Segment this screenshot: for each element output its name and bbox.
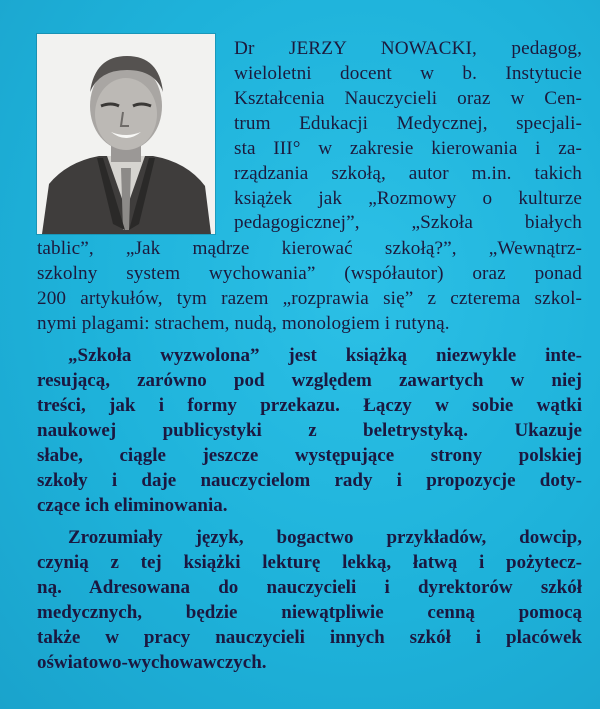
- para2-line-7: czące ich eliminowania.: [37, 495, 228, 516]
- para3-line-3: ną. Adresowana do nauczycieli i dyrektorów szkół: [37, 577, 582, 598]
- para3-line-5: także w pracy nauczycieli innych szkół i placówek: [37, 627, 582, 648]
- bio-line-6: rządzania szkołą, autor m.in. takich: [234, 163, 582, 184]
- bio-line-9: tablic”, „Jak mądrze kierować szkołą?”, „Wewnątrz-: [37, 238, 582, 259]
- author-portrait-icon: [37, 34, 215, 234]
- bio-line-4: trum Edukacji Medycznej, specjali-: [234, 113, 582, 134]
- para2-line-5: słabe, ciągle jeszcze występujące strony polskiej: [37, 445, 582, 466]
- bio-line-2: wieloletni docent w b. Instytucie: [234, 63, 582, 84]
- bio-line-8: pedagogicznej”, „Szkoła białych: [234, 212, 582, 233]
- para3-line-2: czynią z tej książki lekturę lekką, łatwą i pożytecz-: [37, 552, 582, 573]
- para3-line-4: medycznych, będzie niewątpliwie cenną pomocą: [37, 602, 582, 623]
- para2-line-3: treści, jak i formy przekazu. Łączy w sobie wątki: [37, 395, 582, 416]
- bio-line-11: 200 artykułów, tym razem „rozprawia się” z czterema szkol-: [37, 288, 582, 309]
- bio-line-3: Kształcenia Nauczycieli oraz w Cen-: [234, 88, 582, 109]
- bio-line-10: szkolny system wychowania” (współautor) oraz ponad: [37, 263, 582, 284]
- para2-line-6: szkoły i daje nauczycielom rady i propozycje doty-: [37, 470, 582, 491]
- bio-line-1: Dr JERZY NOWACKI, pedagog,: [234, 38, 582, 59]
- para3-line-1: Zrozumiały język, bogactwo przykładów, dowcip,: [68, 527, 582, 548]
- para3-line-6: oświatowo-wychowawczych.: [37, 652, 267, 673]
- bio-line-12: nymi plagami: strachem, nudą, monologiem i rutyną.: [37, 313, 450, 334]
- para2-line-1: „Szkoła wyzwolona” jest książką niezwykle inte-: [68, 345, 582, 366]
- para2-line-4: naukowej publicystyki z beletrystyką. Ukazuje: [37, 420, 582, 441]
- bio-line-5: sta III° w zakresie kierowania i za-: [234, 138, 582, 159]
- bio-line-7: książek jak „Rozmowy o kulturze: [234, 188, 582, 209]
- author-photo: [37, 34, 215, 234]
- para2-line-2: resującą, zarówno pod względem zawartych w niej: [37, 370, 582, 391]
